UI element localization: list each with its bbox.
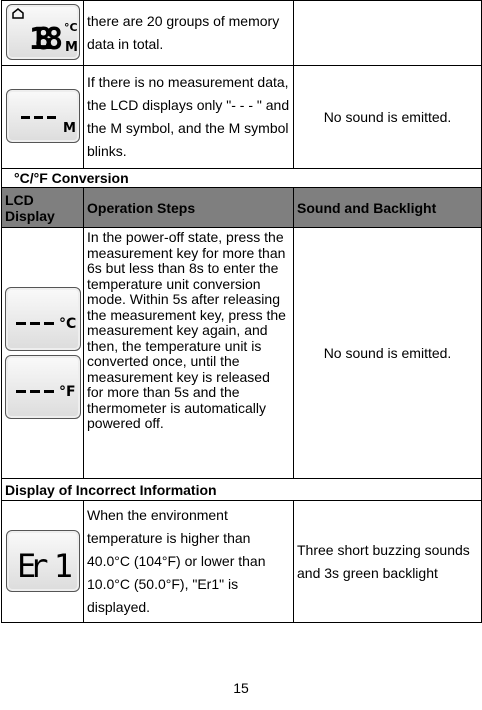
conversion-section-row	[2, 169, 482, 188]
conversion-sound: No sound is emitted.	[294, 228, 482, 479]
incorrect-description: When the environment temperature is higher than 40.0°C (104°F) or lower than 10.0°C (50.0°F), "Er1" is displayed.	[84, 501, 294, 623]
no-data-description: If there is no measurement data, the LCD displays only "- - - " and the M symbol, and the M symbol blinks.	[84, 66, 294, 169]
incorrect-section-title: Display of Incorrect Information	[2, 479, 482, 501]
conversion-row	[2, 228, 482, 479]
svg-text:M: M	[62, 121, 76, 136]
svg-text:M: M	[64, 40, 78, 55]
conversion-section-title: °C/°F Conversion	[2, 169, 482, 188]
no-data-row	[2, 66, 482, 169]
lcd-er1-text: Er 1	[16, 546, 73, 585]
memory-sound-cell	[294, 1, 482, 66]
no-data-sound: No sound is emitted.	[294, 66, 482, 169]
no-data-lcd-cell	[2, 66, 84, 169]
incorrect-row	[2, 501, 482, 623]
header-sound-backlight: Sound and Backlight	[294, 188, 482, 228]
lcd-er1-icon	[6, 530, 80, 592]
incorrect-sound: Three short buzzing sounds and 3s green backlight	[294, 501, 482, 623]
lcd-dashes-fahrenheit-icon	[5, 355, 81, 419]
conversion-lcd-cell	[2, 228, 84, 479]
incorrect-lcd-cell	[2, 501, 84, 623]
page-number: 15	[233, 680, 249, 696]
lcd-memory-value: 18.8	[28, 22, 63, 57]
svg-text:°C: °C	[59, 316, 77, 332]
memory-row	[2, 1, 482, 66]
lcd-dashes-m-icon	[6, 89, 80, 143]
svg-text:°F: °F	[59, 384, 76, 400]
memory-lcd-cell	[2, 1, 84, 66]
memory-description: there are 20 groups of memory data in total.	[84, 1, 294, 66]
header-operation-steps: Operation Steps	[84, 188, 294, 228]
lcd-dashes-celsius-icon	[5, 287, 81, 351]
svg-text:°C: °C	[63, 21, 78, 34]
manual-table	[1, 0, 482, 623]
incorrect-section-row	[2, 479, 482, 501]
conversion-header-row	[2, 188, 482, 228]
lcd-memory-readout-icon	[6, 4, 80, 60]
conversion-steps: In the power-off state, press the measurement key for more than 6s but less than 8s to enter the temperature unit conversion mode. Within 5s after releasing the measurement key, press the measurement key again, and then, the temperature unit is converted once, until the measurement key is released for more than 5s and the thermometer is automatically powered off.	[84, 228, 294, 479]
header-lcd-display: LCD Display	[2, 188, 84, 228]
